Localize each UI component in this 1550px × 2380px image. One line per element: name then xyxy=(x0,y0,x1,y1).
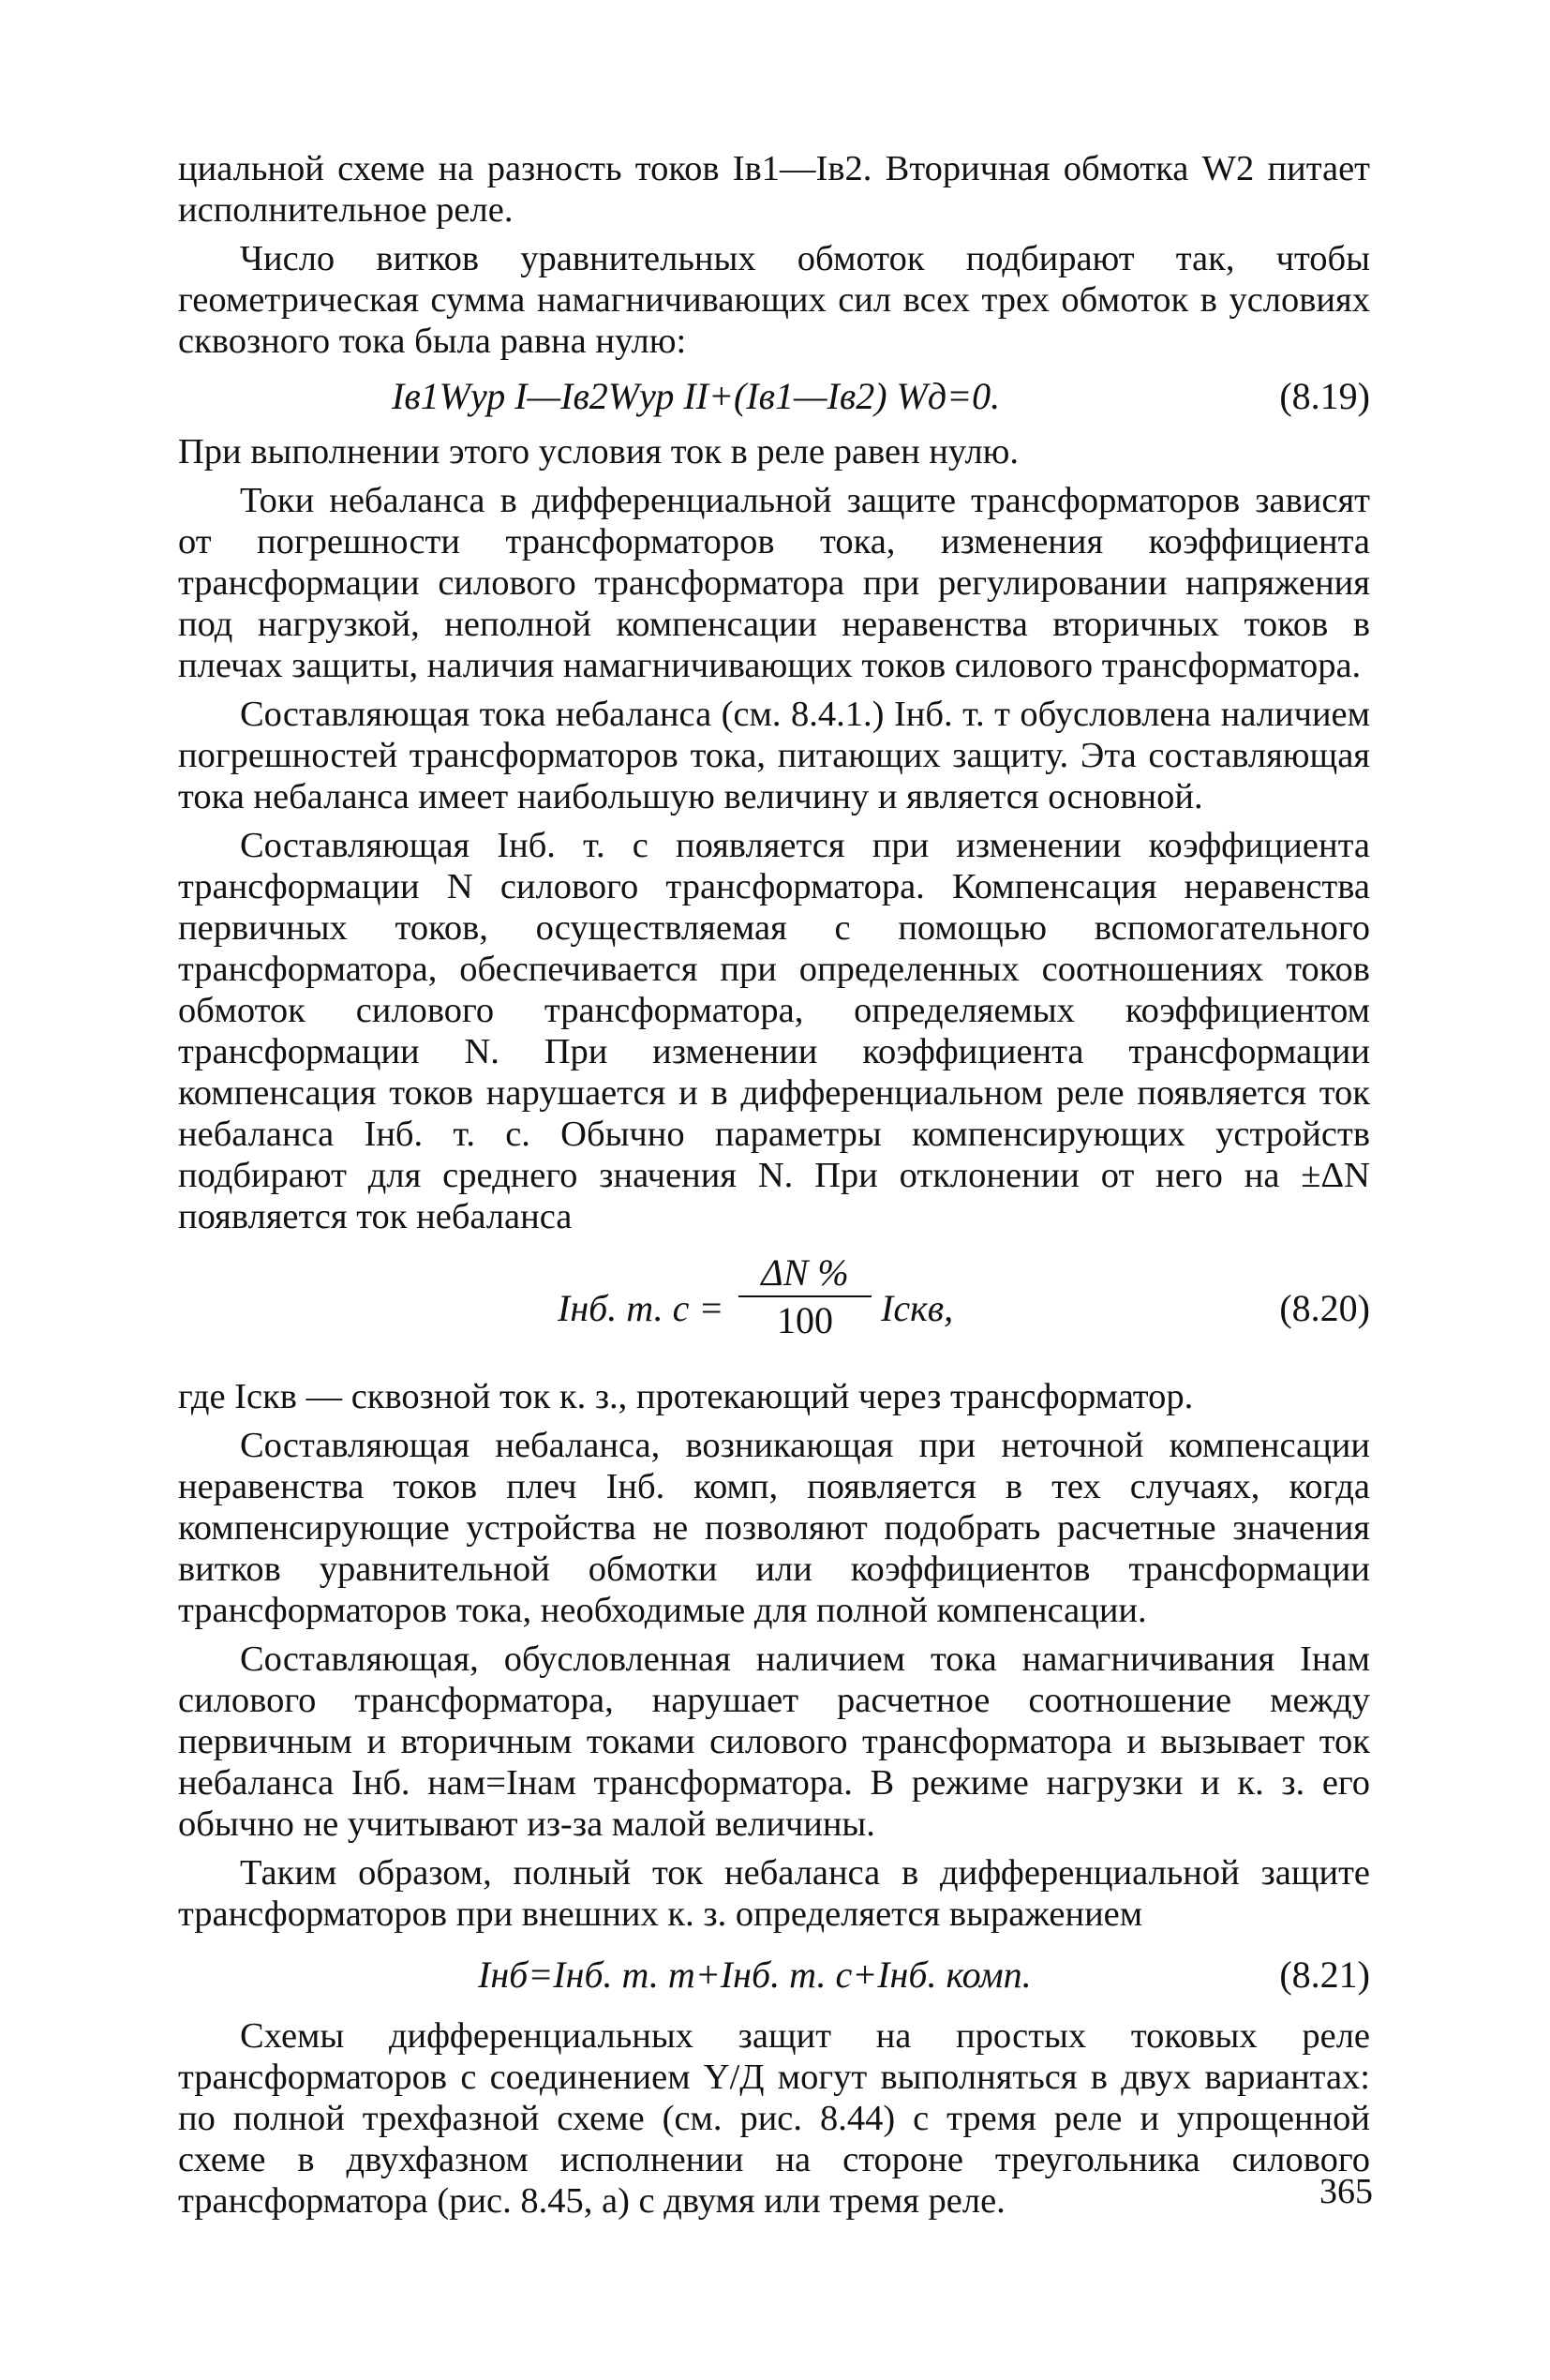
formula-8-19-expression: Iв1Wур I—Iв2Wур II+(Iв1—Iв2) Wд=0. xyxy=(392,375,1001,417)
paragraph-6: Составляющая Iнб. т. с появляется при изменении коэффициента трансформации N силового трансформатора. Компенсация неравенства первичных токов, осуществляемая с помощью вспомогательного трансформатора, обеспечивается при определенных соотношениях токов обмоток силового трансформатора, определяемых коэффициентом трансформации N. При изменении коэффициента трансформации компенсация токов нарушается и в дифференциальном реле появляется ток небаланса Iнб. т. с. Обычно параметры компенсирующих устройств подбирают для среднего значения N. При отклонении от него на ±ΔN появляется ток небаланса xyxy=(178,826,1370,1236)
page-number: 365 xyxy=(1319,2172,1373,2211)
formula-8-20-lhs: Iнб. т. с = xyxy=(558,1287,724,1329)
paragraph-8: Составляющая небаланса, возникающая при неточной компенсации неравенства токов плеч Iнб. комп, появляется в тех случаях, когда компенсирующие устройства не позволяют подобрать расчетные значения витков уравнительной обмотки или коэффициентов трансформации трансформаторов тока, необходимые для полной компенсации. xyxy=(178,1426,1370,1630)
paragraph-5: Составляющая тока небаланса (см. 8.4.1.) Iнб. т. т обусловлена наличием погрешностей трансформаторов тока, питающих защиту. Эта составляющая тока небаланса имеет наибольшую величину и является основной. xyxy=(178,695,1370,816)
formula-8-20-rhs: Iскв, xyxy=(881,1287,954,1329)
paragraph-2: Число витков уравнительных обмоток подбирают так, чтобы геометрическая сумма намагничивающих сил всех трех обмоток в условиях сквозного тока была равна нулю: xyxy=(178,239,1370,361)
paragraph-10: Таким образом, полный ток небаланса в дифференциальной защите трансформаторов при внешних к. з. определяется выражением xyxy=(178,1853,1370,1934)
paragraph-11: Схемы дифференциальных защит на простых токовых реле трансформаторов с соединением Y/Д могут выполняться в двух вариантах: по полной трехфазной схеме (см. рис. 8.44) с тремя реле и упрощенной схеме в двухфазном исполнении на стороне треугольника силового трансформатора (рис. 8.45, а) с двумя или тремя реле. xyxy=(178,2016,1370,2221)
paragraph-9: Составляющая, обусловленная наличием тока намагничивания Iнам силового трансформатора, нарушает расчетное соотношение между первичным и вторичным токами силового трансформатора и вызывает ток небаланса Iнб. нам=Iнам трансформатора. В режиме нагрузки и к. з. его обычно не учитывают из-за малой величины. xyxy=(178,1639,1370,1844)
formula-8-20-fraction xyxy=(738,1250,872,1344)
paragraph-3: При выполнении этого условия ток в реле равен нулю. xyxy=(178,432,1020,472)
formula-8-20-denominator: 100 xyxy=(777,1299,833,1341)
formula-8-21 xyxy=(178,1948,1370,2002)
formula-8-20-numerator: ΔN % xyxy=(738,1250,872,1297)
paragraph-7: где Iскв — сквозной ток к. з., протекающий через трансформатор. xyxy=(178,1377,1194,1416)
paragraph-4: Токи небаланса в дифференциальной защите трансформаторов зависят от погрешности трансформаторов тока, изменения коэффициента трансформации силового трансформатора при регулировании напряжения под нагрузкой, неполной компенсации неравенства вторичных токов в плечах защиты, наличия намагничивающих токов силового трансформатора. xyxy=(178,481,1370,685)
formula-8-19-number: (8.19) xyxy=(1279,375,1370,417)
formula-8-20-number: (8.20) xyxy=(1279,1287,1370,1329)
paragraph-1: циальной схеме на разность токов Iв1—Iв2. Вторичная обмотка W2 питает исполнительное реле. xyxy=(178,149,1370,230)
formula-8-19 xyxy=(178,369,1370,424)
page-body xyxy=(178,148,1370,2222)
formula-8-20 xyxy=(178,1250,1370,1363)
formula-8-21-expression: Iнб=Iнб. т. т+Iнб. т. с+Iнб. комп. xyxy=(478,1953,1032,1996)
formula-8-21-number: (8.21) xyxy=(1279,1953,1370,1996)
